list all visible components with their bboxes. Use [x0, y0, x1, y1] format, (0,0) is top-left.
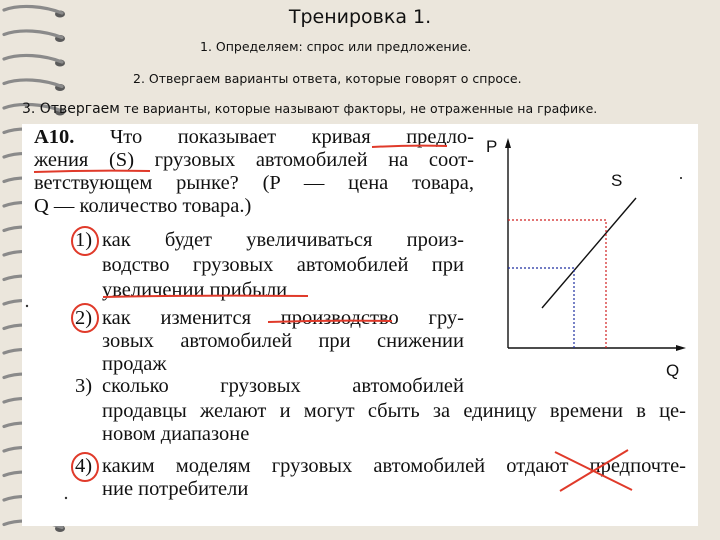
- supply-curve: [542, 198, 636, 308]
- step-1: 1. Определяем: спрос или предложение.: [200, 39, 472, 54]
- speck: [680, 177, 682, 179]
- option-1-line-2: водство грузовых автомобилей при: [102, 254, 464, 276]
- option-3-line-2: продавцы желают и могут сбыть за единицу времени в це-: [102, 400, 686, 422]
- option-2-line-1: как изменится производство гру-: [102, 307, 464, 329]
- price-guide-high: [508, 220, 606, 348]
- price-guide-low: [508, 268, 574, 348]
- x-axis-label: Q: [666, 361, 680, 380]
- option-1-line-1: как будет увеличиваться произ-: [102, 229, 464, 251]
- y-axis-arrow: [505, 138, 511, 148]
- page-title: Тренировка 1.: [288, 6, 432, 28]
- question-line-1: Что показывает кривая предло-: [109, 126, 474, 148]
- task-id: А10.: [34, 126, 75, 148]
- option-2-line-3: продаж: [102, 353, 167, 375]
- option-1-number: 1): [75, 229, 93, 251]
- option-1-line-3: увеличении прибыли: [102, 279, 288, 301]
- option-3-number: 3): [75, 375, 93, 397]
- option-3-line-1: сколько грузовых автомобилей: [102, 375, 464, 397]
- step-3-rest: те варианты, которые называют факторы, не отраженные на графике.: [119, 101, 598, 116]
- option-3-line-3: новом диапазоне: [102, 423, 250, 445]
- option-2-number: 2): [75, 307, 93, 329]
- question-line-4: Q — количество товара.): [34, 195, 252, 217]
- y-axis-label: P: [486, 137, 498, 156]
- task-question: [34, 126, 474, 218]
- option-4-line-2: ние потребители: [102, 478, 249, 500]
- binding-ring: [4, 80, 62, 87]
- step-2: 2. Отвергаем варианты ответа, которые говорят о спросе.: [133, 71, 522, 86]
- binding-ring: [4, 31, 62, 38]
- step-3-lead: 3. Отвергаем: [22, 101, 120, 117]
- supply-curve-label: S: [611, 171, 623, 190]
- binding-ring: [4, 55, 62, 62]
- supply-graph: [478, 130, 700, 380]
- option-4-line-1: каким моделям грузовых автомобилей отдают предпочте-: [102, 455, 686, 477]
- step-3: [22, 101, 597, 117]
- question-line-3: ветствующем рынке? (P — цена товара,: [34, 172, 474, 194]
- question-line-2: жения (S) грузовых автомобилей на соот-: [34, 149, 474, 171]
- x-axis-arrow: [676, 345, 686, 351]
- option-4-number: 4): [75, 455, 93, 477]
- option-2-line-2: зовых автомобилей при снижении: [102, 330, 464, 352]
